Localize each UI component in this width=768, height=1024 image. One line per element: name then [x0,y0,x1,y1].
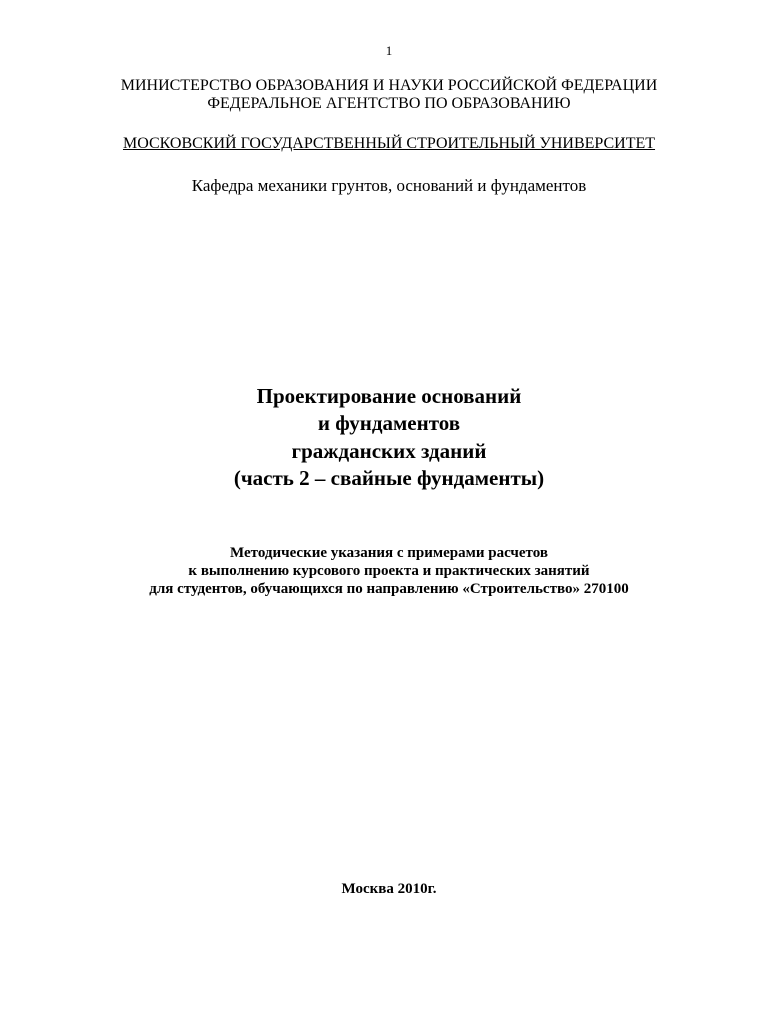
document-title-line-4: (часть 2 – свайные фундаменты) [233,466,545,490]
document-title-line-3: гражданских зданий [291,439,487,463]
place-and-year: Москва 2010г. [341,881,437,897]
document-subtitle-line-1: Методические указания с примерами расчетов [230,545,548,561]
university-name: МОСКОВСКИЙ ГОСУДАРСТВЕННЫЙ СТРОИТЕЛЬНЫЙ УНИВЕРСИТЕТ [122,135,656,152]
ministry-name: МИНИСТЕРСТВО ОБРАЗОВАНИЯ И НАУКИ РОССИЙСКОЙ ФЕДЕРАЦИИ [120,77,658,94]
agency-name: ФЕДЕРАЛЬНОЕ АГЕНТСТВО ПО ОБРАЗОВАНИЮ [207,95,571,112]
document-subtitle-line-2: к выполнению курсового проекта и практических занятий [188,563,590,579]
document-title-line-2: и фундаментов [317,411,461,435]
page-number: 1 [385,43,393,58]
document-title-line-1: Проектирование оснований [256,384,522,408]
document-subtitle-line-3: для студентов, обучающихся по направлению «Строительство» 270100 [149,581,629,597]
department-name: Кафедра механики грунтов, оснований и фундаментов [191,176,587,195]
